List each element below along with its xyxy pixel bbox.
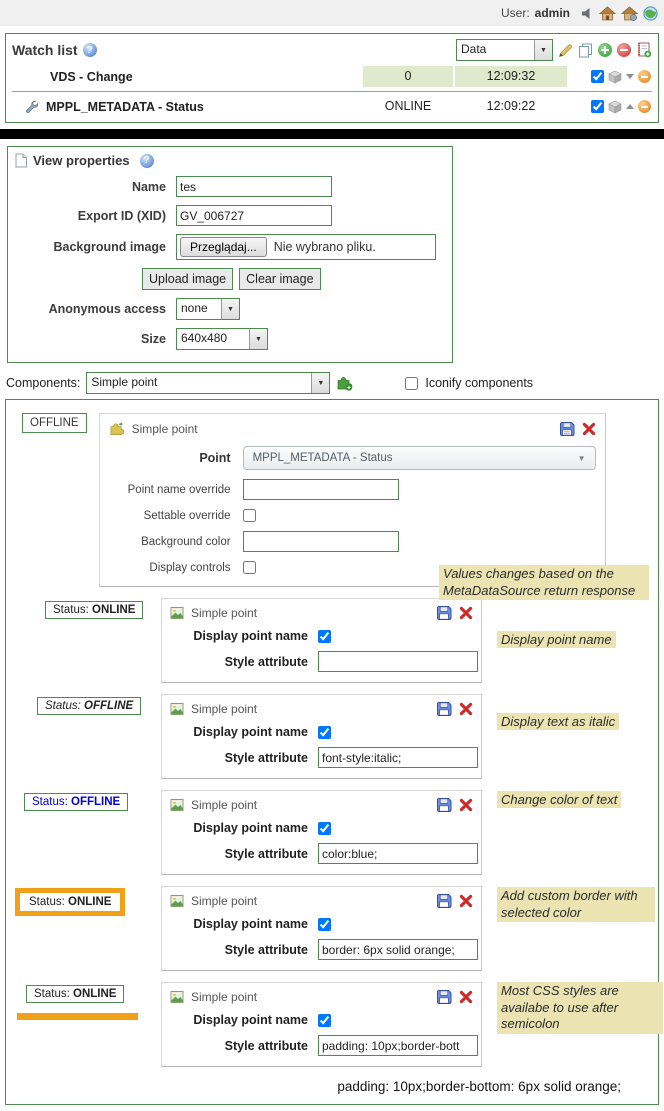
display-point-name-label: Display point name (193, 821, 308, 835)
save-icon[interactable] (436, 605, 452, 621)
style-attribute-label: Style attribute (224, 750, 308, 765)
puzzle-icon (109, 421, 125, 437)
component-demo-section (15, 886, 649, 971)
settable-override-label: Settable override (143, 509, 231, 522)
status-badge: Status: ONLINE (45, 601, 143, 619)
display-point-name-label: Display point name (193, 917, 308, 931)
style-attribute-label: Style attribute (224, 1038, 308, 1053)
file-input[interactable] (176, 234, 436, 260)
save-icon[interactable] (436, 701, 452, 717)
display-point-name-checkbox[interactable] (318, 918, 331, 931)
display-controls-label: Display controls (149, 561, 231, 574)
chevron-down-icon (534, 40, 552, 60)
point-name: MPPL_METADATA - Status (46, 99, 204, 114)
display-point-name-label: Display point name (193, 629, 308, 643)
simple-point-card (161, 790, 482, 875)
card-title: Simple point (191, 990, 258, 1004)
view-properties-title: View properties (33, 153, 130, 168)
wrench-icon[interactable] (25, 100, 38, 113)
image-component-icon (170, 606, 184, 620)
watchlist-view-select[interactable] (456, 39, 553, 61)
delete-x-icon[interactable] (459, 990, 473, 1004)
style-attribute-field[interactable] (318, 939, 478, 960)
browse-button[interactable]: Przeglądaj... (180, 237, 267, 257)
watchlist-panel (5, 33, 659, 123)
simple-point-card (161, 598, 482, 683)
image-component-icon (170, 990, 184, 1004)
annotation-note: Add custom border with selected color (497, 887, 655, 922)
point-name-override-field[interactable] (243, 479, 399, 500)
clear-image-button[interactable]: Clear image (239, 268, 320, 290)
anonymous-access-select[interactable]: none ▼ (176, 298, 240, 320)
watchlist-toolbar (456, 39, 652, 61)
chevron-down-icon (578, 452, 586, 464)
copy-icon[interactable] (578, 43, 593, 58)
simple-point-card (161, 886, 482, 971)
save-icon[interactable] (436, 989, 452, 1005)
xid-field[interactable] (176, 205, 332, 226)
component-demo-section (15, 598, 649, 683)
display-point-name-checkbox[interactable] (318, 726, 331, 739)
delete-x-icon[interactable] (459, 798, 473, 812)
status-badge: Status: OFFLINE (37, 697, 141, 715)
add-watchlist-icon[interactable] (636, 42, 652, 58)
chevron-down-icon (249, 329, 267, 349)
move-up-icon[interactable] (626, 104, 634, 109)
card-title: Simple point (191, 606, 258, 620)
goto-home-icon[interactable] (621, 6, 638, 21)
point-label: Point (199, 451, 231, 465)
annotation-note: Values changes based on the MetaDataSource return response (439, 565, 649, 600)
card-title: Simple point (191, 798, 258, 812)
save-icon[interactable] (559, 421, 575, 437)
style-attribute-label: Style attribute (224, 654, 308, 669)
name-field[interactable] (176, 176, 332, 197)
chart-checkbox[interactable] (591, 70, 604, 83)
image-component-icon (170, 894, 184, 908)
card-title: Simple point (191, 894, 258, 908)
watchlist-header (12, 37, 652, 63)
chevron-down-icon (311, 373, 329, 393)
background-image-label: Background image (53, 240, 166, 254)
iconify-checkbox[interactable] (405, 377, 418, 390)
style-attribute-label: Style attribute (224, 942, 308, 957)
delete-x-icon[interactable] (459, 606, 473, 620)
point-value: 0 (363, 66, 453, 87)
point-select[interactable]: MPPL_METADATA - Status ▼ (243, 446, 596, 470)
username: admin (534, 6, 570, 20)
components-bar (6, 372, 664, 394)
component-editor-section (15, 413, 649, 598)
status-badge: Status: ONLINE (15, 888, 125, 916)
background-color-label: Background color (141, 535, 231, 548)
remove-point-icon[interactable] (638, 100, 651, 113)
help-icon[interactable] (83, 43, 97, 57)
no-file-text: Nie wybrano pliku. (273, 240, 376, 254)
add-component-icon[interactable] (336, 375, 353, 391)
watchlist-row (12, 93, 652, 120)
user-label: User: (500, 6, 530, 20)
section-divider-bar (0, 129, 664, 139)
background-color-field[interactable] (243, 531, 399, 552)
size-select[interactable]: 640x480 ▼ (176, 328, 268, 350)
component-demo-section (15, 790, 649, 875)
row-divider (12, 91, 652, 92)
world-icon[interactable] (643, 6, 658, 21)
annotation-note: Most CSS styles are availabe to use after semicolon (497, 982, 663, 1034)
help-icon[interactable] (140, 154, 154, 168)
view-editor-panel (5, 399, 659, 1105)
chart-cube-icon[interactable] (608, 70, 622, 84)
orange-underline-bar (17, 1013, 138, 1020)
delete-icon[interactable] (617, 43, 631, 57)
remove-point-icon[interactable] (638, 70, 651, 83)
display-point-name-checkbox[interactable] (318, 822, 331, 835)
delete-x-icon[interactable] (582, 422, 596, 436)
name-label: Name (131, 179, 166, 194)
simple-point-card (161, 982, 482, 1067)
display-point-name-label: Display point name (193, 725, 308, 739)
point-time: 12:09:22 (486, 99, 536, 113)
display-point-name-checkbox[interactable] (318, 1014, 331, 1027)
style-attribute-field[interactable] (318, 1035, 478, 1056)
iconify-label: Iconify components (425, 376, 534, 390)
display-point-name-label: Display point name (193, 1013, 308, 1027)
move-down-icon[interactable] (626, 74, 634, 79)
settable-override-checkbox[interactable] (243, 509, 256, 522)
simple-point-card (99, 413, 606, 587)
annotation-note: Display text as italic (497, 713, 619, 730)
style-attribute-label: Style attribute (224, 846, 308, 861)
image-component-icon (170, 702, 184, 716)
delete-x-icon[interactable] (459, 702, 473, 716)
card-title: Simple point (131, 422, 198, 436)
chevron-down-icon (221, 299, 239, 319)
delete-x-icon[interactable] (459, 894, 473, 908)
view-properties-panel (7, 146, 453, 363)
edit-pencil-icon[interactable] (558, 43, 573, 58)
point-time: 12:09:32 (455, 66, 567, 87)
mute-icon[interactable] (581, 7, 594, 20)
watchlist-title: Watch list (12, 42, 78, 58)
annotation-note: Display point name (497, 631, 616, 648)
chart-cube-icon[interactable] (608, 100, 622, 114)
anonymous-access-label: Anonymous access (48, 302, 166, 316)
xid-label: Export ID (XID) (77, 208, 166, 223)
component-demo-section (15, 982, 649, 1067)
size-label: Size (140, 332, 166, 346)
home-icon[interactable] (599, 6, 616, 21)
save-icon[interactable] (436, 893, 452, 909)
card-title: Simple point (191, 702, 258, 716)
page-icon (14, 153, 28, 168)
chart-checkbox[interactable] (591, 100, 604, 113)
offline-badge: OFFLINE (22, 413, 87, 433)
point-name: VDS - Change (50, 69, 133, 84)
topbar (0, 0, 664, 26)
status-badge: Status: OFFLINE (24, 793, 128, 811)
watchlist-view-select-value: Data (461, 42, 487, 56)
display-point-name-checkbox[interactable] (318, 630, 331, 643)
simple-point-card (161, 694, 482, 779)
point-value: ONLINE (384, 99, 432, 113)
save-icon[interactable] (436, 797, 452, 813)
components-label: Components: (6, 376, 81, 390)
annotation-note: Change color of text (497, 791, 621, 808)
component-select[interactable]: Simple point ▼ (86, 372, 330, 394)
point-name-override-label: Point name override (127, 483, 231, 496)
style-attribute-field[interactable] (318, 843, 478, 864)
style-attribute-field[interactable] (318, 651, 478, 672)
image-component-icon (170, 798, 184, 812)
watchlist-row (12, 63, 652, 90)
display-controls-checkbox[interactable] (243, 561, 256, 574)
component-demo-section (15, 694, 649, 779)
status-badge: Status: ONLINE (26, 985, 124, 1003)
style-code-caption: padding: 10px;border-bottom: 6px solid orange; (337, 1079, 621, 1094)
style-attribute-field[interactable] (318, 747, 478, 768)
upload-image-button[interactable]: Upload image (142, 268, 233, 290)
add-icon[interactable] (598, 43, 612, 57)
